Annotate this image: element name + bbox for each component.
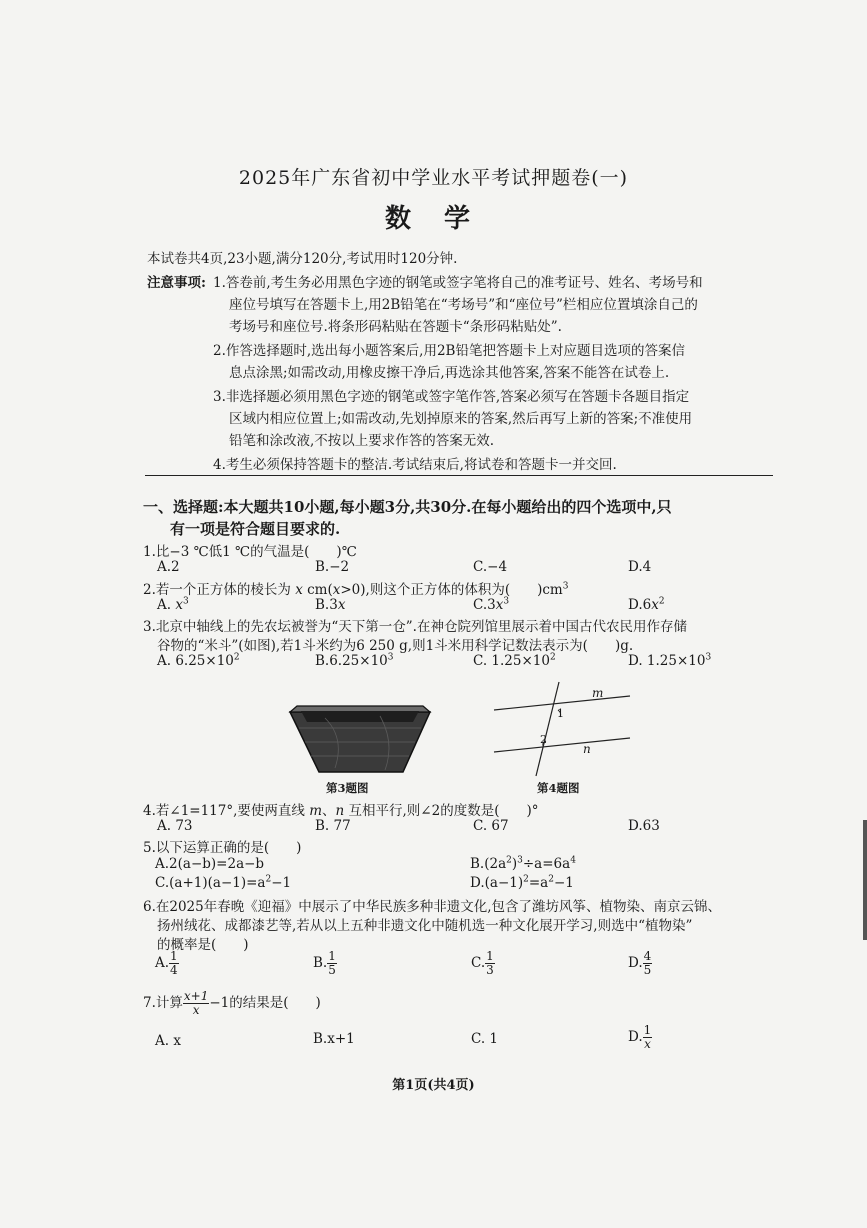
q4-option-d: D.63: [628, 818, 660, 834]
q6-option-c: C. $\frac{1}{3}$: [471, 949, 494, 977]
note-line-4: 2.作答选择题时,选出每小题答案后,用2B铅笔把答题卡上对应题目选项的答案信: [213, 343, 685, 359]
q2-option-a: A. $x^3$: [157, 596, 189, 613]
q1-option-b: B.−2: [315, 559, 350, 575]
note-line-3: 考场号和座位号.将条形码粘贴在答题卡“条形码粘贴处”.: [229, 319, 562, 335]
rice-measure-figure: [285, 698, 435, 778]
q2-option-d: $D.6x^2$: [628, 596, 665, 613]
note-line-9: 4.考生必须保持答题卡的整洁.考试结束后,将试卷和答题卡一并交回.: [213, 457, 617, 473]
note-line-5: 息点涂黑;如需改动,用橡皮擦干净后,再选涂其他答案,答案不能答在试卷上.: [229, 365, 670, 381]
q4-stem: 4.若∠1=117°,要使两直线 m、n 互相平行,则∠2的度数是( )°: [143, 803, 539, 819]
q6-option-b: B. $\frac{1}{5}$: [313, 949, 336, 977]
notes-label: 注意事项:: [147, 275, 206, 291]
line-m-label: m: [592, 686, 604, 700]
q7-option-d: D. $\frac{1}{x}$: [628, 1023, 652, 1051]
q3-option-d: D. $1.25\times 10^3$: [628, 652, 712, 669]
q6-stem-line1: 6.在2025年春晚《迎福》中展示了中华民族多种非遗文化,包含了潍坊风筝、植物染、南京云锦、: [143, 899, 722, 915]
q1-option-a: A.2: [157, 559, 180, 575]
q5-option-a: A.2(a−b)=2a−b: [155, 856, 265, 872]
q5-option-c: $C.(a+1)(a-1)=a^2-1$: [155, 874, 292, 891]
q5-option-b: $B.(2a^2)^3\div a=6a^4$: [470, 855, 576, 872]
q5-option-d: $D.(a-1)^2=a^2-1$: [470, 874, 574, 891]
q7-stem: 7.计算 $\frac{x+1}{x}$ −1的结果是( ): [143, 989, 321, 1017]
q1-option-c: C.−4: [473, 559, 508, 575]
q7-option-b: B.x+1: [313, 1031, 355, 1047]
exam-title: 2025年广东省初中学业水平考试押题卷(一): [238, 167, 629, 189]
scan-edge: [863, 820, 867, 940]
q4-option-b: B. 77: [315, 818, 351, 834]
divider-line: [145, 475, 773, 476]
page-footer: 第1页(共4页): [392, 1078, 475, 1093]
figure4-caption: 第4题图: [537, 781, 580, 795]
q3-stem-line2: 谷物的“米斗”(如图),若1斗米约为6 250 g,则1斗米用科学记数法表示为( )g.: [157, 638, 634, 654]
exam-intro: 本试卷共4页,23小题,满分120分,考试用时120分钟.: [147, 251, 458, 267]
q3-option-b: $B.6.25\times 10^3$: [315, 652, 394, 669]
note-line-8: 铅笔和涂改液,不按以上要求作答的答案无效.: [229, 433, 495, 449]
q2-option-b: B.3x: [315, 597, 346, 613]
figure3-caption: 第3题图: [326, 781, 369, 795]
q2-option-c: $C.3x^3$: [473, 596, 510, 613]
q3-option-c: C. $1.25\times 10^2$: [473, 652, 556, 669]
q5-stem: 5.以下运算正确的是( ): [143, 840, 302, 856]
q1-stem: 1.比−3 ℃低1 ℃的气温是( )℃: [143, 544, 357, 560]
subject-title: 数 学: [384, 204, 483, 234]
q7-option-a: A. x: [155, 1033, 181, 1049]
line-n-label: n: [583, 742, 591, 756]
section1-heading-cont: 有一项是符合题目要求的.: [170, 520, 341, 538]
parallel-lines-figure: [488, 676, 638, 780]
q6-option-d: D. $\frac{4}{5}$: [628, 949, 652, 977]
q2-stem: 2.若一个正方体的棱长为 x cm(x>0),则这个正方体的体积为( )$cm^3$: [143, 581, 569, 598]
q6-stem-line2: 扬州绒花、成都漆艺等,若从以上五种非遗文化中随机选一种文化展开学习,则选中“植物染”: [157, 918, 693, 934]
angle-2-label: 2: [540, 733, 547, 746]
q7-option-c: C. 1: [471, 1031, 499, 1047]
q4-option-c: C. 67: [473, 818, 509, 834]
note-line-2: 座位号填写在答题卡上,用2B铅笔在“考场号”和“座位号”栏相应位置填涂自己的: [229, 297, 698, 313]
q6-option-a: A. $\frac{1}{4}$: [155, 949, 178, 977]
section1-heading: 一、选择题:本大题共10小题,每小题3分,共30分.在每小题给出的四个选项中,只: [143, 498, 672, 516]
q3-stem-line1: 3.北京中轴线上的先农坛被誉为“天下第一仓”.在神仓院列馆里展示着中国古代农民用作存储: [143, 619, 687, 635]
q3-option-a: A. $6.25\times 10^2$: [157, 652, 240, 669]
q4-option-a: A. 73: [157, 818, 193, 834]
note-line-6: 3.非选择题必须用黑色字迹的钢笔或签字笔作答,答案必须写在答题卡各题目指定: [213, 389, 690, 405]
angle-1-label: 1: [557, 707, 564, 720]
q6-stem-line3: 的概率是( ): [157, 937, 249, 953]
note-line-1: 1.答卷前,考生务必用黑色字迹的钢笔或签字笔将自己的准考证号、姓名、考场号和: [213, 275, 703, 291]
q1-option-d: D.4: [628, 559, 652, 575]
note-line-7: 区域内相应位置上;如需改动,先划掉原来的答案,然后再写上新的答案;不准使用: [229, 411, 693, 427]
